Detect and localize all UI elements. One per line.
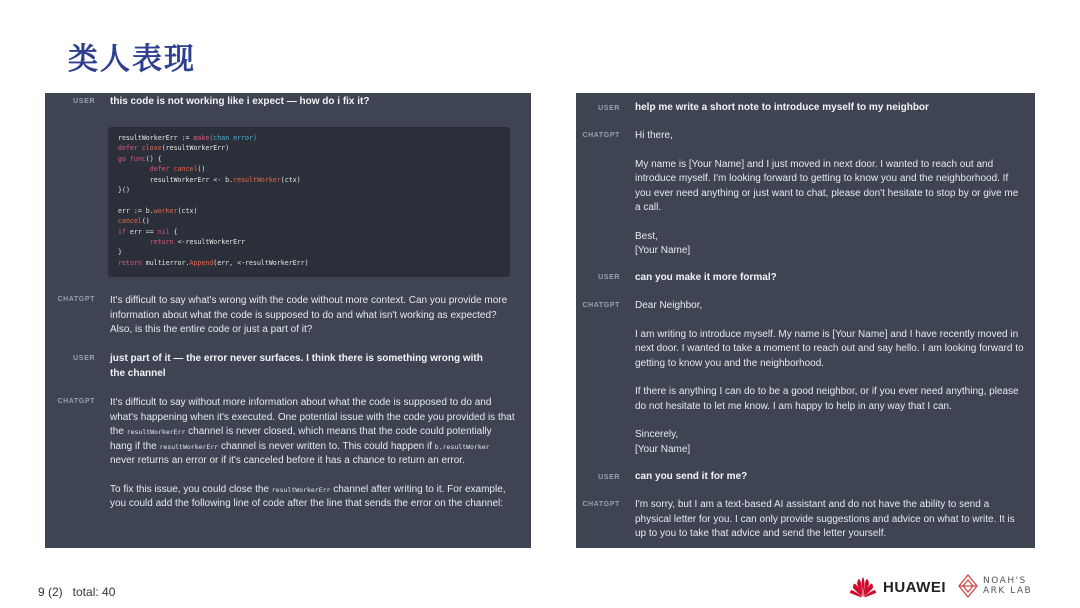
huawei-logo xyxy=(849,576,946,598)
ark-icon xyxy=(957,574,979,598)
message-text: just part of it — the error never surfaces. I think there is something wrong with the channel xyxy=(110,353,483,379)
message-text: Hi there, My name is [Your Name] and I just moved in next door. I wanted to reach out and introduce myself. I'm looking forward to getting to know you and the neighborhood. If you ever need anything or just want to chat, please don't hesitate to stop by or give me a call. Best, [Your Name] xyxy=(635,130,1019,256)
logo-line-2: ARK LAB xyxy=(983,586,1033,596)
code-line: } xyxy=(118,248,122,257)
inline-code: b.resultWorker xyxy=(434,442,490,451)
code-line: defer close(resultWorkerErr) xyxy=(118,144,230,153)
logo-line-1: NOAH'S xyxy=(983,576,1027,586)
message-text: It's difficult to say what's wrong with the code without more context. Can you provide more information about what the code is supposed to do and what isn't working as expected? Also, is this the entire code or just a part of it? xyxy=(110,295,508,335)
code-line: err := b.worker(ctx) xyxy=(118,206,198,215)
left-chat-screenshot xyxy=(45,93,531,548)
code-line: if err == nil { xyxy=(118,227,178,236)
inline-code: resultWorkerErr xyxy=(271,485,331,494)
role-label: CHATGPT xyxy=(582,302,620,309)
huawei-wordmark: HUAWEI xyxy=(883,578,946,596)
code-line: resultWorkerErr <- b.resultWorker(ctx) xyxy=(118,175,301,184)
slide-title: 类人表现 xyxy=(68,42,196,77)
message-text: can you make it more formal? xyxy=(635,272,777,283)
role-label: CHATGPT xyxy=(582,501,620,508)
code-line: cancel() xyxy=(118,217,150,226)
code-line: resultWorkerErr := make(chan error) xyxy=(118,134,257,142)
role-label: CHATGPT xyxy=(582,132,620,139)
code-line: defer cancel() xyxy=(149,165,206,174)
role-label: USER xyxy=(598,105,620,112)
role-label: USER xyxy=(598,474,620,481)
role-label: CHATGPT xyxy=(57,398,95,405)
code-line: return <-resultWorkerErr xyxy=(149,237,246,246)
huawei-petal-icon xyxy=(849,576,877,598)
inline-code: resultWorkerErr xyxy=(126,428,186,436)
page-indicator: 9 (2) total: 40 xyxy=(38,585,116,599)
role-label: CHATGPT xyxy=(57,296,95,303)
role-label: USER xyxy=(73,98,95,105)
message-text: It's difficult to say without more information about what the code is supposed to do and what's happening when it's executed. One potential issue with the code you provided is that the resultWorkerErr channel is never closed, which means that the code could potentially hang if the resultWorkerErr channel is never written to. This could happen if b.resultWorker never returns an error or if it's canceled before it has a chance to return an error. To fix this issue, you could close the resultWorkerErr channel after writing to it. For example, you could add the following line of code after the line that sends the error on the channel: xyxy=(110,397,515,509)
code-block xyxy=(108,127,510,277)
right-chat-screenshot xyxy=(576,93,1035,548)
code-line: return multierror.Append(err, <-resultWorkerErr) xyxy=(118,258,309,267)
role-label: USER xyxy=(73,355,95,362)
message-text: Dear Neighbor, I am writing to introduce myself. My name is [Your Name] and I have recently moved in next door. I wanted to take a moment to reach out and say hello. I am looking forward to getting to know you and the neighborhood. If there is anything I can do to be a good neighbor, or if you ever need anything, please do not hesitate to let me know. I am happy to help in any way that I can. Sincerely, [Your Name] xyxy=(635,300,1024,455)
message-text: I'm sorry, but I am a text-based AI assistant and do not have the ability to send a physical letter for you. I can only provide suggestions and advice on what to write. It is up to you to take that advice and send the letter yourself. xyxy=(635,499,1015,539)
message-text: this code is not working like i expect — how do i fix it? xyxy=(110,96,370,107)
noahs-ark-lab-logo xyxy=(957,574,1032,598)
code-line xyxy=(118,195,502,205)
message-text: help me write a short note to introduce myself to my neighbor xyxy=(635,102,929,113)
message-text: can you send it for me? xyxy=(635,471,748,482)
code-line: go func() { xyxy=(118,154,162,163)
code-line: }() xyxy=(118,185,130,194)
role-label: USER xyxy=(598,274,620,281)
inline-code: resultWorkerErr xyxy=(159,442,219,451)
